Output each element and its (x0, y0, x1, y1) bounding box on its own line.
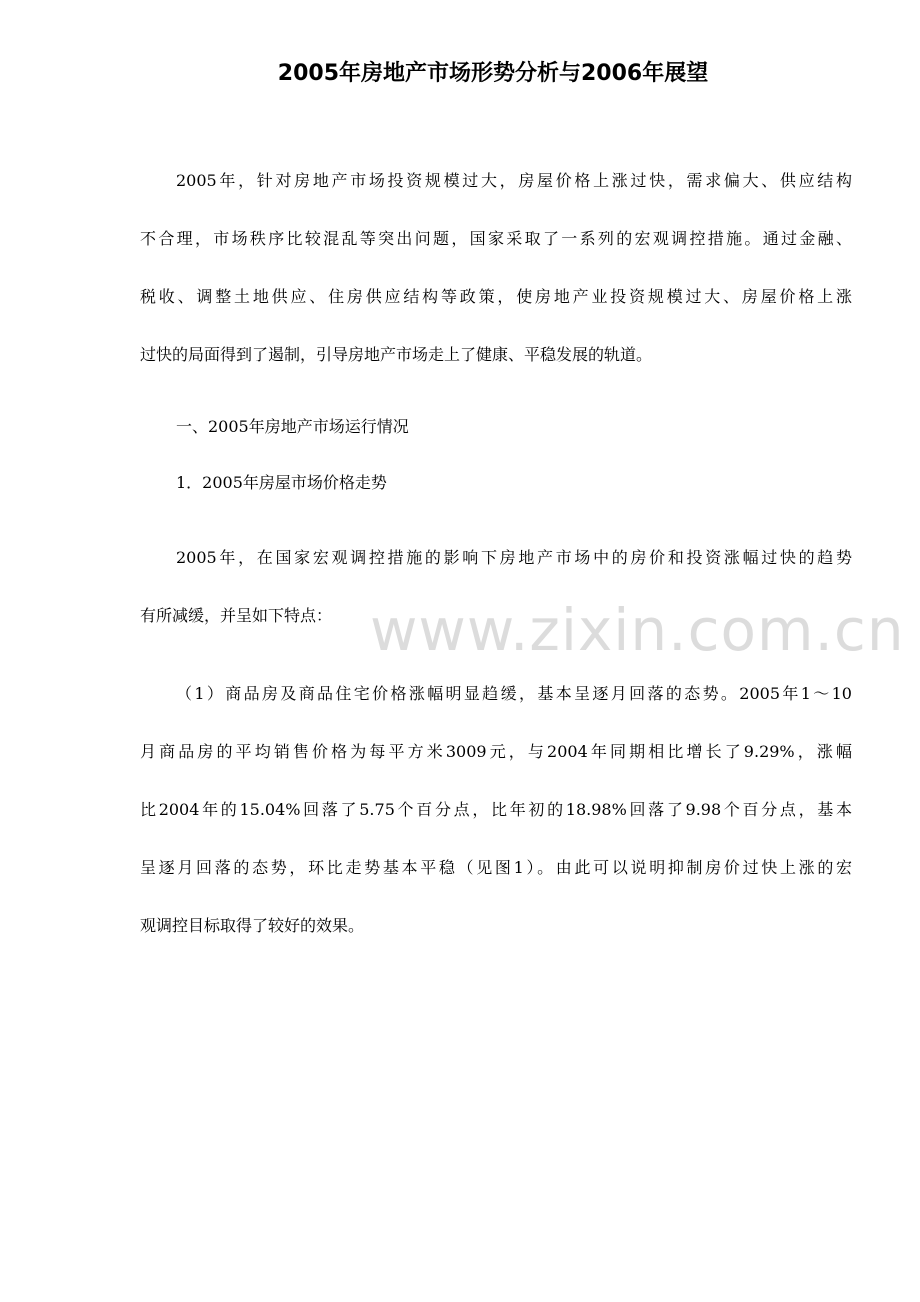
subsection-heading: 1．2005年房屋市场价格走势 (176, 473, 387, 492)
paragraph-price-trend (140, 529, 852, 645)
paragraph-line: 税收、调整土地供应、住房供应结构等政策，使房地产业投资规模过大、房屋价格上涨 (140, 287, 852, 306)
paragraph-line: 观调控目标取得了较好的效果。 (140, 916, 365, 935)
paragraph-price-details (140, 665, 852, 955)
document-title: 2005年房地产市场形势分析与2006年展望 (277, 61, 709, 86)
paragraph-line: 月商品房的平均销售价格为每平方米3009元，与2004年同期相比增长了9.29%，涨幅 (140, 742, 852, 761)
paragraph-line: （1）商品房及商品住宅价格涨幅明显趋缓，基本呈逐月回落的态势。2005年1～10 (176, 684, 852, 703)
paragraph-line: 2005年，针对房地产市场投资规模过大，房屋价格上涨过快，需求偏大、供应结构 (176, 171, 852, 190)
paragraph-line: 呈逐月回落的态势，环比走势基本平稳（见图1）。由此可以说明抑制房价过快上涨的宏 (140, 858, 852, 877)
section-heading: 一、2005年房地产市场运行情况 (176, 417, 409, 436)
paragraph-line: 有所减缓，并呈如下特点： (140, 606, 333, 625)
paragraph-line: 比2004年的15.04%回落了5.75个百分点，比年初的18.98%回落了9.98个百分点，基本 (140, 800, 852, 819)
site-watermark: www.zixin.com.cn (370, 596, 905, 664)
paragraph-intro (140, 152, 852, 384)
paragraph-line: 2005年，在国家宏观调控措施的影响下房地产市场中的房价和投资涨幅过快的趋势 (176, 548, 852, 567)
paragraph-line: 不合理，市场秩序比较混乱等突出问题，国家采取了一系列的宏观调控措施。通过金融、 (140, 229, 852, 248)
paragraph-line: 过快的局面得到了遏制，引导房地产市场走上了健康、平稳发展的轨道。 (140, 345, 653, 364)
